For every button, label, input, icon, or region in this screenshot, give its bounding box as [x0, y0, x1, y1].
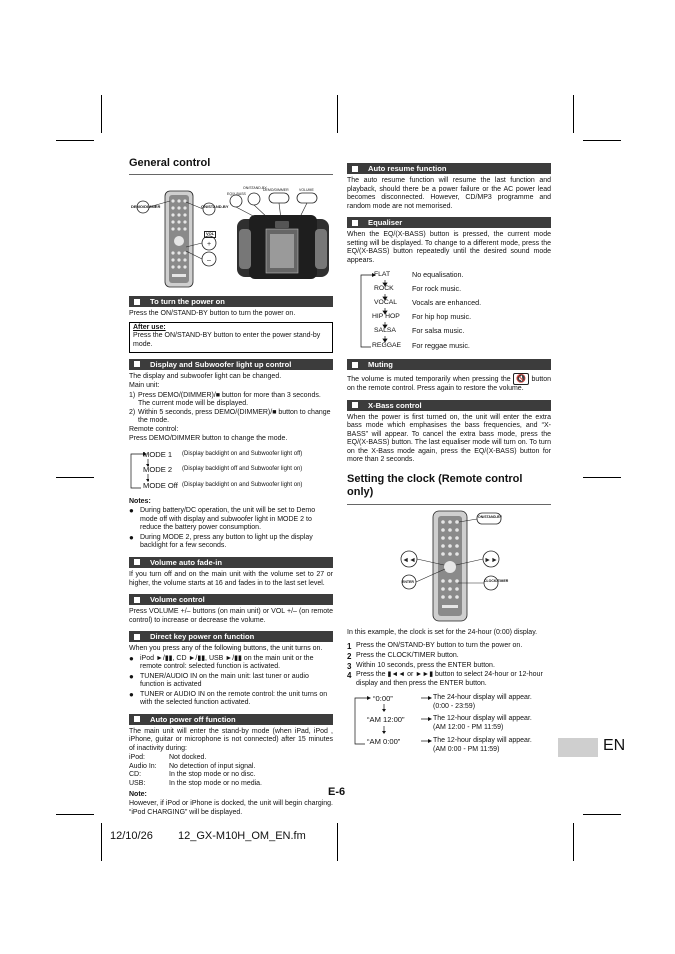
list-item: 3 Within 10 seconds, press the ENTER button.	[347, 661, 495, 671]
language-tab: EN	[603, 737, 626, 754]
clock-format-cycle	[347, 694, 551, 758]
list-item: 2 Press the CLOCK/TIMER button.	[347, 651, 459, 661]
section-bar-volume: Volume control	[129, 594, 333, 605]
label-on-standby: ON/STAND-BY	[478, 514, 503, 519]
eq-mode-desc: For rock music.	[412, 284, 462, 294]
clock-heading: Setting the clock (Remote control only)	[347, 472, 523, 499]
crop-mark	[56, 814, 94, 815]
label-on-standby: ON/STAND-BY	[201, 204, 229, 210]
autooff-note: However, if iPod or iPhone is docked, the unit will begin charging. “iPod CHARGING” will be displayed.	[129, 800, 333, 816]
volume-text: Press VOLUME +/– buttons (on main unit) or VOL +/– (on remote control) to increase or decrease the volume.	[129, 608, 333, 624]
eq-mode-name: FLAT	[374, 271, 391, 279]
right-column	[347, 158, 551, 758]
autooff-note-title: Note:	[129, 790, 147, 798]
label-clock-timer: CLOCK/TIMER	[484, 578, 509, 583]
crop-mark	[56, 140, 94, 141]
crop-mark	[337, 95, 338, 133]
eq-mode-name: SALSA	[374, 327, 396, 335]
power-text: Press the ON/STAND-BY button to turn the power on.	[129, 310, 296, 318]
display-intro: The display and subwoofer light can be changed.	[129, 372, 282, 380]
equaliser-text: When the EQ/(X-BASS) button is pressed, the current mode setting will be displayed. To change to a different mode, press the EQ/(X-BASS) button repeatedly until the desired sound mode appears.	[347, 231, 551, 264]
list-item: ● During battery/DC operation, the unit will be set to Demo mode off with display and subwoofer light in MODE 2 to reduce the battery power consumption.	[129, 506, 316, 532]
general-control-heading: General control	[129, 157, 211, 169]
cycle-arrow	[347, 694, 433, 758]
display-mode-row: MODE 2 (Display backlight off and Subwoofer light on)	[143, 464, 303, 474]
section-bar-power: To turn the power on	[129, 296, 333, 307]
fade-text: If you turn off and on the main unit with the volume set to 27 or higher, the volume starts at 16 and fades in to the last set level.	[129, 570, 333, 587]
svg-text:–: –	[207, 257, 211, 265]
crop-mark	[101, 823, 102, 861]
clock-option-value: “AM 0:00”	[367, 737, 401, 747]
crop-mark	[583, 477, 621, 478]
heading-rule	[347, 504, 551, 505]
label-demo-dimmer: DEMO/DIMMER	[131, 204, 161, 210]
section-bar-autooff: Auto power off function	[129, 714, 333, 725]
clock-option-desc: The 12-hour display will appear.	[433, 737, 532, 745]
display-mode-cycle	[129, 450, 333, 494]
label-enter: ENTER	[402, 579, 414, 584]
eq-mode-name: ROCK	[374, 285, 394, 293]
label-vol-key: VOL	[206, 231, 215, 237]
svg-text:►►: ►►	[484, 556, 498, 564]
display-notes	[129, 507, 333, 551]
section-bar-fade: Volume auto fade-in	[129, 557, 333, 568]
mute-icon: 🔇	[513, 373, 529, 385]
list-item: 1) Press DEMO/(DIMMER)/■ button for more than 3 seconds. The current mode will be displayed.	[129, 391, 321, 408]
notes-title: Notes:	[129, 497, 151, 505]
crop-mark	[583, 140, 621, 141]
eq-mode-name: REGGAE	[372, 342, 402, 350]
cycle-arrow	[347, 271, 407, 353]
language-tab-bar	[558, 738, 598, 757]
section-bar-display: Display and Subwoofer light up control	[129, 359, 333, 370]
eq-mode-desc: For salsa music.	[412, 326, 465, 336]
crop-mark	[573, 95, 574, 133]
display-mode-row: MODE Off (Display backlight on and Subwoofer light on)	[143, 480, 303, 490]
remote-illustration	[347, 507, 551, 625]
xbass-text: When the power is first turned on, the unit will enter the extra bass mode which emphasises the bass frequencies, and “X-BASS” will appear. To cancel the extra bass mode, press the EQ/(X-BASS) button. The last equaliser mode will turn on. To turn on the X-Bass mode again, press the EQ/(X-BASS) button for more than 2 seconds.	[347, 413, 551, 464]
list-item: 2) Within 5 seconds, press DEMO/(DIMMER)/■ button to change the mode.	[129, 408, 331, 425]
crop-mark	[583, 814, 621, 815]
autooff-row: iPod: Not docked.	[129, 754, 207, 762]
eq-mode-name: HIP HOP	[372, 313, 400, 321]
label-on-standby-top: ON/STAND-BY	[243, 186, 267, 191]
section-bar-direct: Direct key power on function	[129, 631, 333, 642]
resume-text: The auto resume function will resume the last function and playback, should there be a power failure or the AC power lead becomes disconnected. However, CD/MP3 programme and random mode are not memorised.	[347, 177, 551, 210]
label-volume: VOLUME	[299, 188, 314, 193]
muting-text: The volume is muted temporarily when pressing the 🔇 button on the remote control. Press again to restore the volume.	[347, 374, 551, 392]
section-bar-resume: Auto resume function	[347, 163, 551, 174]
eq-mode-desc: No equalisation.	[412, 270, 464, 280]
autooff-row: Audio In: No detection of input signal.	[129, 762, 256, 770]
display-mode-row: MODE 1 (Display backlight on and Subwoofer light off)	[143, 449, 303, 459]
clock-option-desc: The 24-hour display will appear.	[433, 694, 532, 702]
after-use-text: Press the ON/STAND-BY button to enter the power stand-by mode.	[133, 332, 321, 348]
heading-rule	[129, 174, 333, 175]
section-bar-equaliser: Equaliser	[347, 217, 551, 228]
after-use-box	[129, 322, 333, 353]
after-use-title: After use:	[133, 323, 166, 331]
clock-option-value: “0:00”	[373, 694, 393, 704]
clock-example: In this example, the clock is set for the 24-hour (0:00) display.	[347, 628, 538, 636]
label-demo-dimmer-top: DEMO/DIMMER	[263, 188, 289, 193]
left-column	[129, 157, 333, 818]
crop-mark	[101, 95, 102, 133]
svg-text:◄◄: ◄◄	[402, 556, 416, 564]
list-item: 4 Press the ▮◄◄ or ►►▮ button to select 24-hour or 12-hour display and then press the ENTER button.	[347, 671, 543, 687]
eq-mode-desc: For reggae music.	[412, 341, 470, 351]
autooff-row: CD: In the stop mode or no disc.	[129, 771, 256, 779]
autooff-row: USB: In the stop mode or no media.	[129, 780, 262, 787]
eq-mode-desc: Vocals are enhanced.	[412, 298, 482, 308]
footer-date: 12/10/26	[110, 830, 153, 842]
eq-mode-name: VOCAL	[374, 299, 398, 307]
section-bar-muting: Muting	[347, 359, 551, 370]
list-item: ● TUNER/AUDIO IN on the main unit: last tuner or audio function is activated	[129, 671, 309, 689]
clock-steps	[347, 642, 551, 688]
svg-text:+: +	[206, 241, 212, 249]
autooff-text: The main unit will enter the stand-by mode (when iPad, iPod , iPhone, guitar or microphone is not connected) after 15 minutes of inactivity during:	[129, 727, 333, 752]
clock-option-range: (AM 12:00 - PM 11:59)	[433, 724, 504, 732]
label-eq-xbass: EQ/X-BASS	[227, 192, 246, 197]
list-item: ● TUNER or AUDIO IN on the remote control: the unit turns on with the selected function activated.	[129, 689, 328, 707]
display-steps	[129, 392, 333, 426]
clock-option-range: (AM 0:00 - PM 11:59)	[433, 746, 500, 754]
section-bar-xbass: X-Bass control	[347, 400, 551, 411]
remote-control-drawing	[347, 507, 551, 625]
display-remote: Remote control:	[129, 425, 179, 433]
crop-mark	[337, 823, 338, 861]
direct-list	[129, 655, 333, 708]
list-item: ● During MODE 2, press any button to light up the display backlight for a few seconds.	[129, 532, 313, 550]
eq-mode-desc: For hip hop music.	[412, 312, 472, 322]
crop-mark	[56, 477, 94, 478]
footer-file: 12_GX-M10H_OM_EN.fm	[178, 830, 306, 842]
clock-option-value: “AM 12:00”	[367, 715, 405, 725]
list-item: 1 Press the ON/STAND-BY button to turn the power on.	[347, 642, 523, 652]
display-main-unit: Main unit:	[129, 382, 160, 390]
direct-intro: When you press any of the following buttons, the unit turns on.	[129, 645, 323, 653]
crop-mark	[573, 823, 574, 861]
list-item: ● iPod ►/▮▮, CD ►/▮▮, USB ►/▮▮ on the main unit or the remote control: selected function is activated.	[129, 653, 314, 671]
clock-option-range: (0:00 - 23:59)	[433, 703, 476, 711]
general-control-illustration	[129, 177, 333, 290]
page-number: E-6	[328, 786, 346, 798]
clock-option-desc: The 12-hour display will appear.	[433, 715, 532, 723]
equaliser-mode-cycle	[347, 271, 551, 353]
display-remote-text: Press DEMO/DIMMER button to change the mode.	[129, 435, 288, 443]
